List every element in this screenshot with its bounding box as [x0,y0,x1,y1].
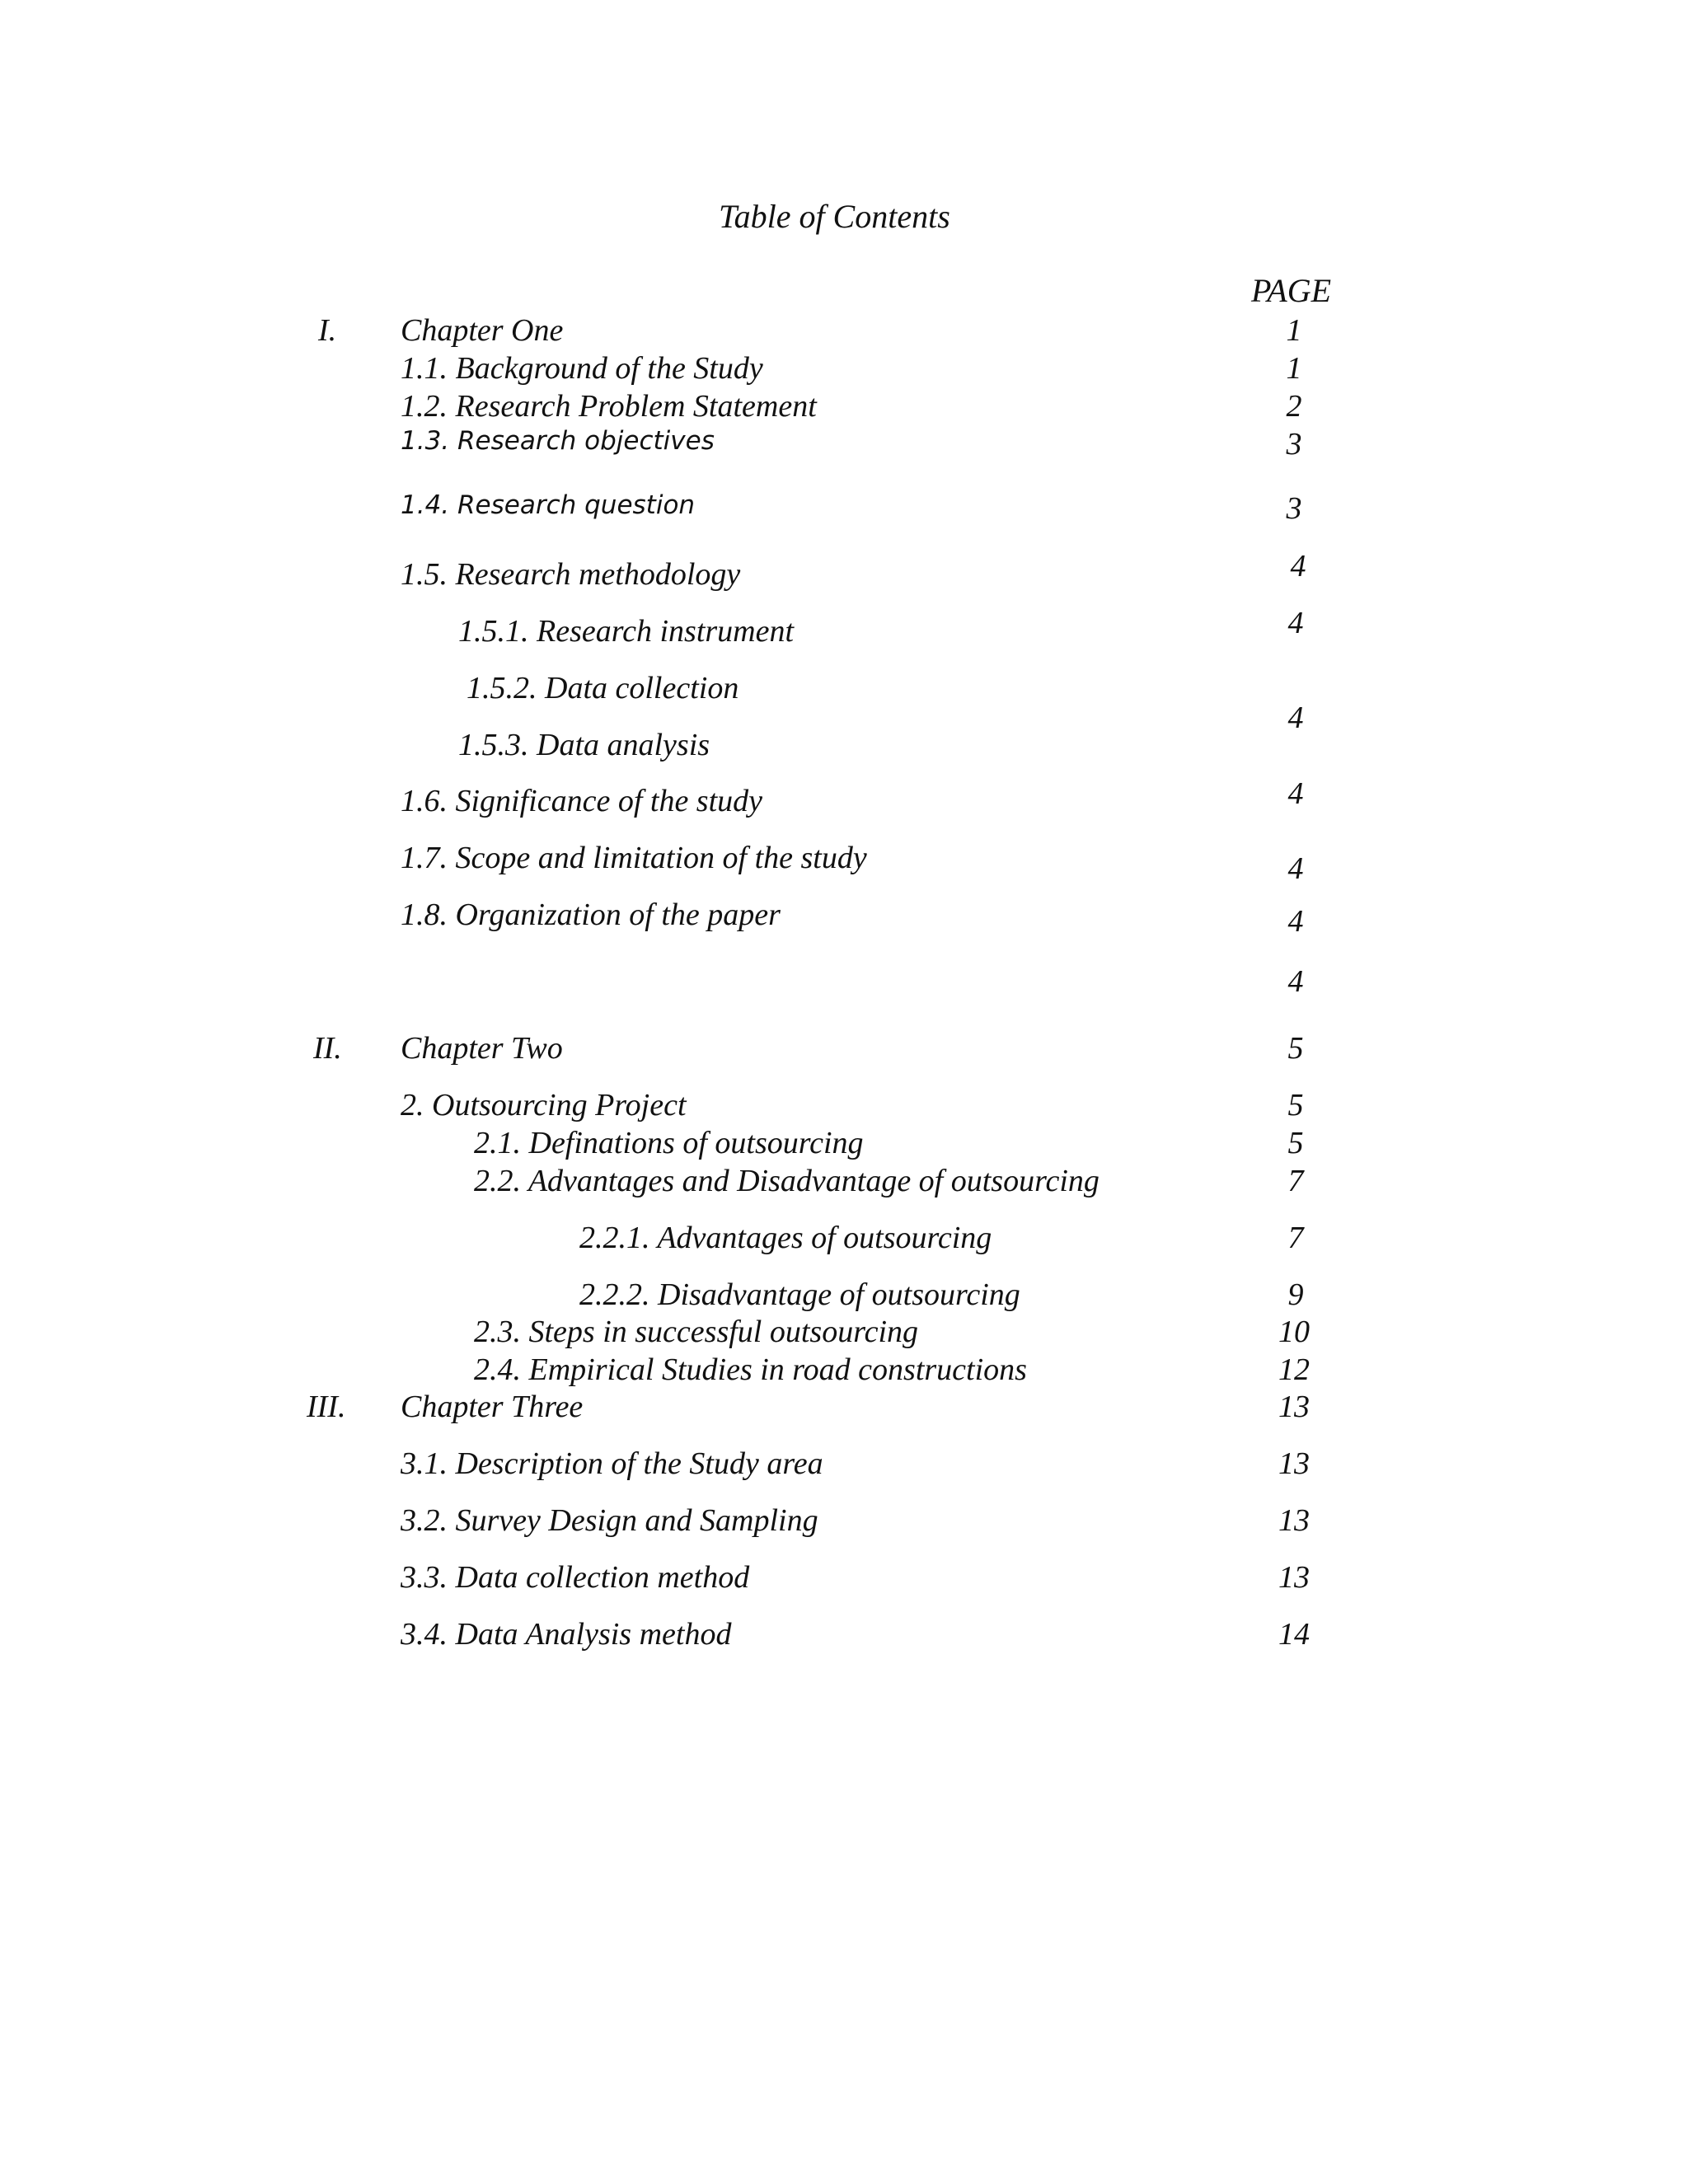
toc-entry-3-4: 3.4. Data Analysis method [401,1617,732,1652]
page-column-header: PAGE [1251,272,1332,309]
toc-entry-2-4: 2.4. Empirical Studies in road constructions [474,1352,1027,1387]
toc-entry-1-8: 1.8. Organization of the paper [401,898,781,932]
toc-entry-3-3: 3.3. Data collection method [401,1560,750,1595]
toc-page-1-4: 3 [1286,491,1302,526]
toc-page-1-2: 2 [1286,389,1302,424]
toc-page-2: 5 [1287,1088,1304,1122]
toc-page-chapter-three: 13 [1278,1390,1310,1424]
toc-page-3-1: 13 [1278,1446,1310,1481]
toc-entry-3-1: 3.1. Description of the Study area [401,1446,823,1481]
toc-page-chapter-two: 5 [1287,1031,1304,1066]
toc-entry-2-2-2: 2.2.2. Disadvantage of outsourcing [579,1277,1020,1312]
toc-entry-3-2: 3.2. Survey Design and Sampling [401,1503,818,1538]
toc-page-3-2: 13 [1278,1503,1310,1538]
chapter-numeral-2: II. [313,1031,342,1066]
toc-entry-2-3: 2.3. Steps in successful outsourcing [474,1315,918,1349]
toc-page-2-4: 12 [1278,1352,1310,1387]
toc-page-2-2-2: 9 [1287,1277,1304,1312]
toc-page-2-3: 10 [1278,1315,1310,1349]
toc-entry-2-2-1: 2.2.1. Advantages of outsourcing [579,1221,992,1255]
toc-page-2-1: 5 [1287,1126,1304,1160]
toc-page-1-6: 4 [1287,776,1304,811]
toc-entry-1-5-3: 1.5.3. Data analysis [458,728,710,762]
chapter-numeral-3: III. [307,1390,346,1424]
toc-page-1-7: 4 [1287,851,1304,886]
toc-entry-chapter-two: Chapter Two [401,1031,563,1066]
chapter-numeral-1: I. [318,313,337,348]
toc-entry-1-6: 1.6. Significance of the study [401,784,763,818]
toc-page-1-1: 1 [1286,351,1302,386]
toc-page-2-2: 7 [1287,1164,1304,1198]
toc-entry-1-5-1: 1.5.1. Research instrument [458,614,795,649]
toc-entry-1-1: 1.1. Background of the Study [401,351,763,386]
toc-page-2-2-1: 7 [1287,1221,1304,1255]
toc-page-1-3: 3 [1286,427,1302,462]
toc-entry-1-4: 1.4. Research question [401,490,696,520]
toc-entry-chapter-three: Chapter Three [401,1390,584,1424]
toc-page-1-5-3: 4 [1287,701,1304,735]
toc-page-1-8: 4 [1287,904,1304,939]
toc-entry-1-2: 1.2. Research Problem Statement [401,389,817,424]
toc-page-3-3: 13 [1278,1560,1310,1595]
toc-page-1-5-1: 4 [1287,606,1304,640]
toc-entry-2-2: 2.2. Advantages and Disadvantage of outsourcing [474,1164,1100,1198]
toc-entry-1-5-2: 1.5.2. Data collection [467,671,739,705]
toc-entry-chapter-one: Chapter One [401,313,564,348]
toc-entry-2-1: 2.1. Definations of outsourcing [474,1126,864,1160]
toc-entry-2: 2. Outsourcing Project [401,1088,687,1122]
toc-entry-1-5: 1.5. Research methodology [401,557,741,592]
toc-page-chapter-one: 1 [1286,313,1302,348]
toc-entry-1-3: 1.3. Research objectives [401,426,715,456]
toc-page-extra: 4 [1287,964,1304,999]
toc-page-1-5: 4 [1290,549,1306,583]
document-title: Table of Contents [719,198,950,235]
toc-entry-1-7: 1.7. Scope and limitation of the study [401,841,867,875]
toc-page-3-4: 14 [1278,1617,1310,1652]
